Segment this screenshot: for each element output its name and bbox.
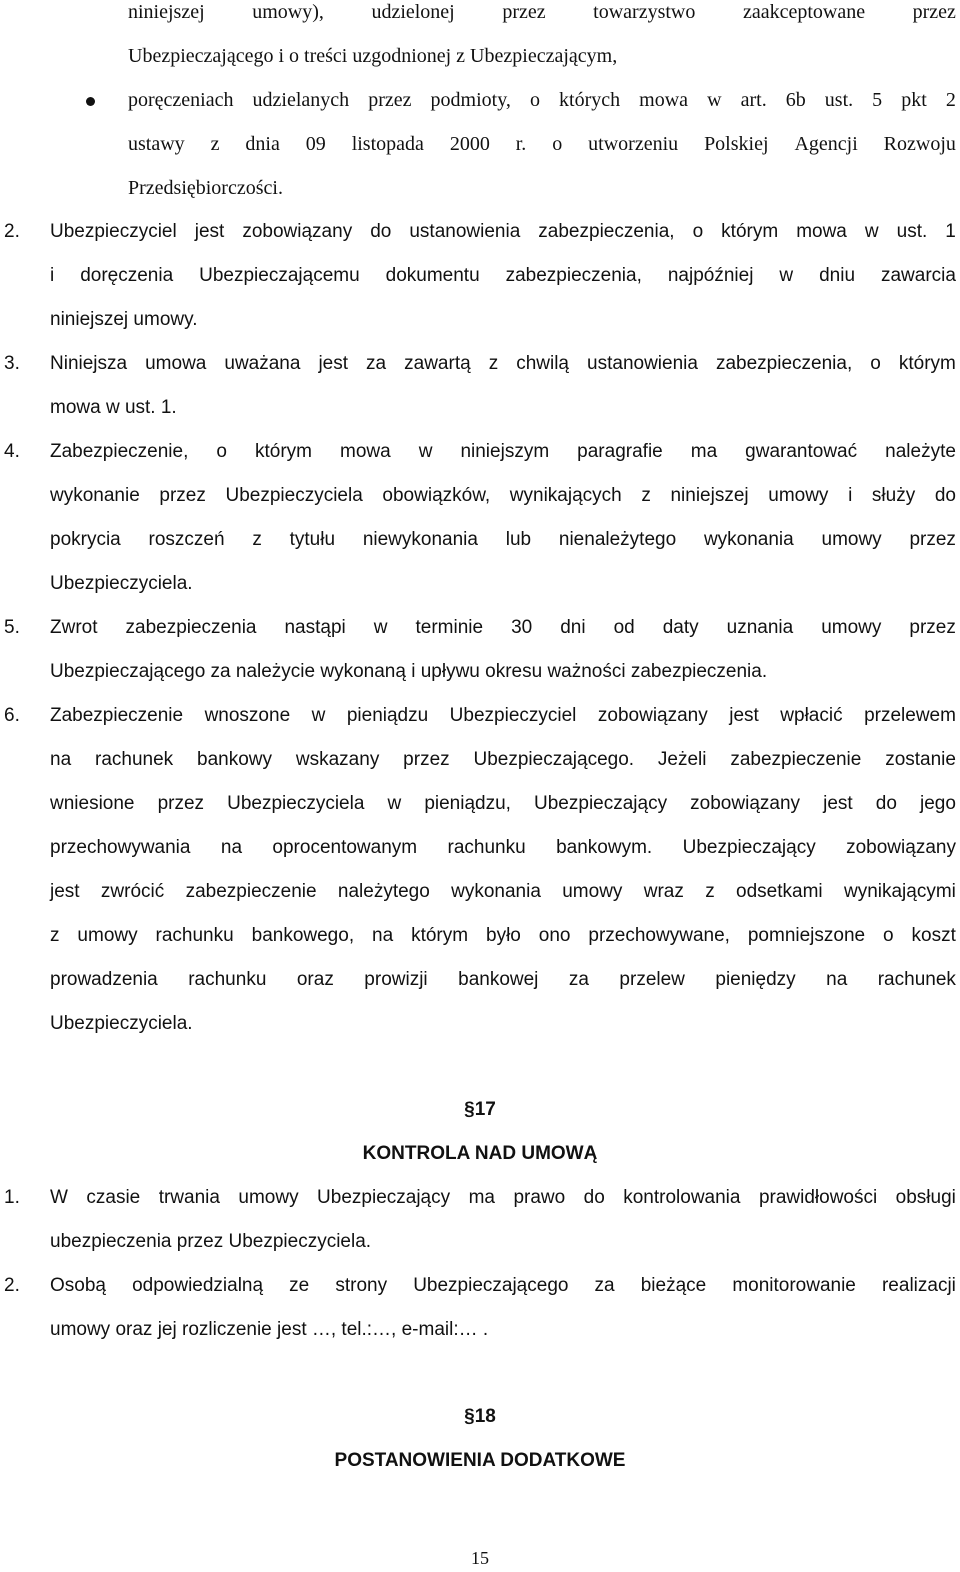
item-number: 5. bbox=[4, 617, 20, 638]
paragraph-line: ubezpieczenia przez Ubezpieczyciela. bbox=[50, 1231, 372, 1252]
section-title: POSTANOWIENIA DODATKOWE bbox=[334, 1450, 626, 1471]
paragraph-line: Ubezpieczyciela. bbox=[50, 1013, 193, 1034]
page-number: 15 bbox=[471, 1548, 489, 1568]
paragraph-line: przechowywania na oprocentowanym rachunku bankowym. Ubezpieczający zobowiązany bbox=[50, 837, 956, 858]
section-number: §18 bbox=[464, 1406, 496, 1427]
paragraph-line: Niniejsza umowa uważana jest za zawartą z chwilą ustanowienia zabezpieczenia, o którym bbox=[50, 353, 956, 374]
bullet-icon bbox=[86, 97, 95, 106]
paragraph-line: na rachunek bankowy wskazany przez Ubezpieczającego. Jeżeli zabezpieczenie zostanie bbox=[50, 749, 956, 770]
paragraph-line: Zabezpieczenie wnoszone w pieniądzu Ubezpieczyciel zobowiązany jest wpłacić przelewem bbox=[50, 705, 956, 726]
item-number: 1. bbox=[4, 1187, 20, 1208]
item-number: 2. bbox=[4, 1275, 20, 1296]
item-number: 2. bbox=[4, 221, 20, 242]
paragraph-line: W czasie trwania umowy Ubezpieczający ma prawo do kontrolowania prawidłowości obsługi bbox=[50, 1187, 956, 1208]
paragraph-line: wniesione przez Ubezpieczyciela w pieniądzu, Ubezpieczający zobowiązany jest do jego bbox=[50, 793, 956, 814]
paragraph-line: poręczeniach udzielanych przez podmioty, o których mowa w art. 6b ust. 5 pkt 2 bbox=[128, 89, 956, 111]
paragraph-line: Zwrot zabezpieczenia nastąpi w terminie 30 dni od daty uznania umowy przez bbox=[50, 617, 956, 638]
item-number: 4. bbox=[4, 441, 20, 462]
paragraph-line: Ubezpieczającego za należycie wykonaną i upływu okresu ważności zabezpieczenia. bbox=[50, 661, 768, 682]
paragraph-line: ustawy z dnia 09 listopada 2000 r. o utworzeniu Polskiej Agencji Rozwoju bbox=[128, 133, 956, 155]
paragraph-line: pokrycia roszczeń z tytułu niewykonania lub nienależytego wykonania umowy przez bbox=[50, 529, 956, 550]
section-title: KONTROLA NAD UMOWĄ bbox=[362, 1143, 598, 1164]
paragraph-line: jest zwrócić zabezpieczenie należytego wykonania umowy wraz z odsetkami wynikającymi bbox=[50, 881, 956, 902]
paragraph-line: Ubezpieczyciel jest zobowiązany do ustanowienia zabezpieczenia, o którym mowa w ust. 1 bbox=[50, 221, 956, 242]
item-number: 3. bbox=[4, 353, 20, 374]
paragraph-line: Przedsiębiorczości. bbox=[128, 177, 283, 199]
paragraph-line: prowadzenia rachunku oraz prowizji bankowej za przelew pieniędzy na rachunek bbox=[50, 969, 956, 990]
paragraph-line: niniejszej umowy. bbox=[50, 309, 198, 330]
item-number: 6. bbox=[4, 705, 20, 726]
paragraph-line: Ubezpieczyciela. bbox=[50, 573, 193, 594]
paragraph-line: niniejszej umowy), udzielonej przez towarzystwo zaakceptowane przez bbox=[128, 1, 956, 23]
section-number: §17 bbox=[464, 1099, 496, 1120]
paragraph-line: wykonanie przez Ubezpieczyciela obowiązków, wynikających z niniejszej umowy i służy do bbox=[50, 485, 956, 506]
paragraph-line: Ubezpieczającego i o treści uzgodnionej z Ubezpieczającym, bbox=[128, 45, 618, 67]
paragraph-line: i doręczenia Ubezpieczającemu dokumentu zabezpieczenia, najpóźniej w dniu zawarcia bbox=[50, 265, 956, 286]
paragraph-line: mowa w ust. 1. bbox=[50, 397, 177, 418]
paragraph-line: Zabezpieczenie, o którym mowa w niniejszym paragrafie ma gwarantować należyte bbox=[50, 441, 956, 462]
paragraph-line: z umowy rachunku bankowego, na którym było ono przechowywane, pomniejszone o koszt bbox=[50, 925, 956, 946]
paragraph-line: Osobą odpowiedzialną ze strony Ubezpieczającego za bieżące monitorowanie realizacji bbox=[50, 1275, 956, 1296]
paragraph-line: umowy oraz jej rozliczenie jest …, tel.:…, e-mail:… . bbox=[50, 1319, 489, 1340]
